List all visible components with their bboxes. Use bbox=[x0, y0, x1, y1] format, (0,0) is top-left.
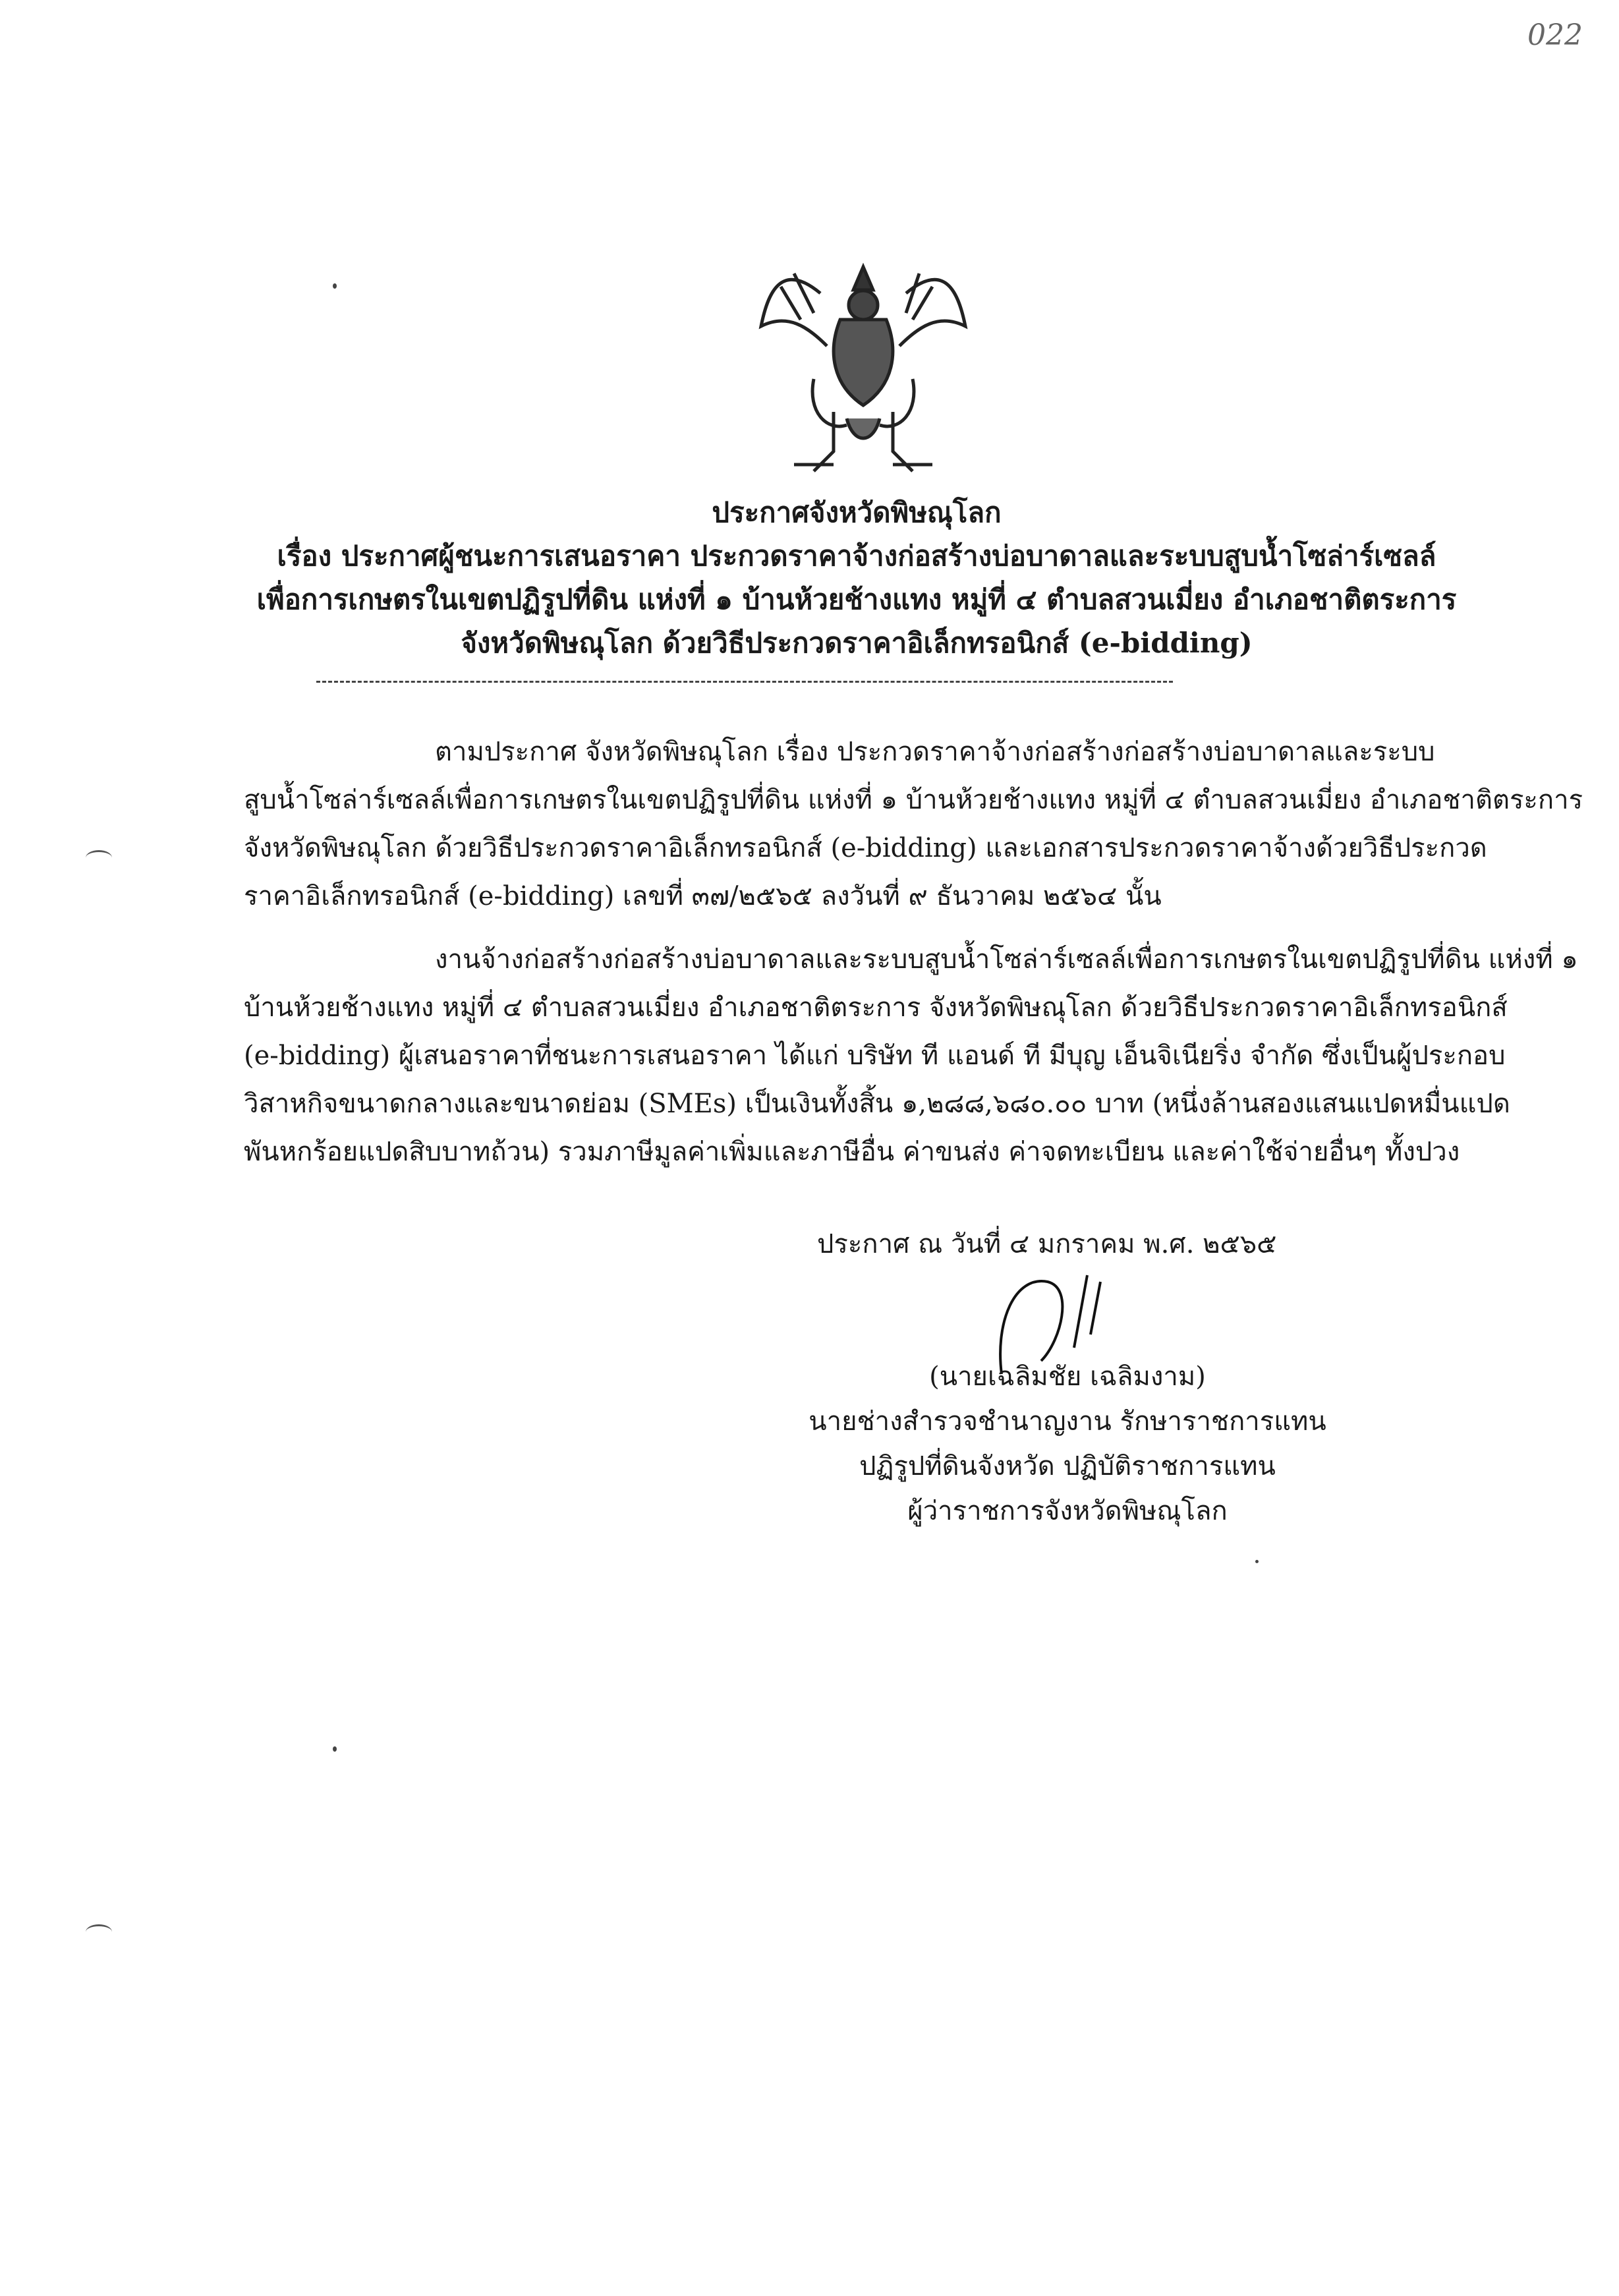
subject-line: เรื่อง ประกาศผู้ชนะการเสนอราคา ประกวดราคาจ้างก่อสร้างบ่อบาดาลและระบบสูบน้ำโซล่าร์เซลล์ bbox=[277, 540, 1436, 572]
subject-line: จังหวัดพิษณุโลก ด้วยวิธีประกวดราคาอิเล็กทรอนิกส์ (e-bidding) bbox=[461, 627, 1253, 659]
scan-speck bbox=[1255, 1560, 1259, 1563]
signatory-position: นายช่างสำรวจชำนาญงาน รักษาราชการแทน bbox=[809, 1406, 1326, 1437]
paragraph-line: งานจ้างก่อสร้างก่อสร้างบ่อบาดาลและระบบสูบน้ำโซล่าร์เซลล์เพื่อการเกษตรในเขตปฏิรูปที่ดิน แห่งที่ ๑ bbox=[435, 944, 1578, 975]
paragraph-line: ราคาอิเล็กทรอนิกส์ (e-bidding) เลขที่ ๓๗/๒๕๖๕ ลงวันที่ ๙ ธันวาคม ๒๕๖๔ นั้น bbox=[244, 881, 1162, 911]
paragraph-2 bbox=[244, 936, 1578, 1176]
paragraph-line: (e-bidding) ผู้เสนอราคาที่ชนะการเสนอราคา ได้แก่ บริษัท ที แอนด์ ที มีบุญ เอ็นจิเนียริ่ง จำกัด ซึ่งเป็นผู้ประกอบ bbox=[244, 1041, 1506, 1071]
paragraph-1 bbox=[244, 728, 1583, 921]
page-number: 022 bbox=[1527, 18, 1583, 52]
dashed-divider bbox=[316, 681, 1173, 683]
signatory-position: ปฏิรูปที่ดินจังหวัด ปฏิบัติราชการแทน bbox=[859, 1451, 1276, 1481]
document-header bbox=[198, 491, 1516, 665]
paragraph-line: จังหวัดพิษณุโลก ด้วยวิธีประกวดราคาอิเล็กทรอนิกส์ (e-bidding) และเอกสารประกวดราคาจ้างด้วยวิธีประกวด bbox=[244, 833, 1487, 863]
signatory-name: (นายเฉลิมชัย เฉลิมงาม) bbox=[929, 1362, 1206, 1392]
signature-block bbox=[778, 1354, 1357, 1534]
subject-line: เพื่อการเกษตรในเขตปฏิรูปที่ดิน แห่งที่ ๑ บ้านห้วยช้างแทง หมู่ที่ ๔ ตำบลสวนเมี่ยง อำเภอชาติตระการ bbox=[256, 583, 1457, 616]
paragraph-line: สูบน้ำโซล่าร์เซลล์เพื่อการเกษตรในเขตปฏิรูปที่ดิน แห่งที่ ๑ บ้านห้วยช้างแทง หมู่ที่ ๔ ตำบลสวนเมี่ยง อำเภอชาติตระการ bbox=[244, 785, 1583, 815]
hole-punch-mark bbox=[86, 850, 112, 865]
paragraph-line: ตามประกาศ จังหวัดพิษณุโลก เรื่อง ประกวดราคาจ้างก่อสร้างก่อสร้างบ่อบาดาลและระบบ bbox=[435, 737, 1435, 767]
hole-punch-mark bbox=[86, 1924, 112, 1939]
scan-speck bbox=[333, 1746, 337, 1752]
announcement-date: ประกาศ ณ วันที่ ๔ มกราคม พ.ศ. ๒๕๖๕ bbox=[817, 1229, 1277, 1259]
scan-speck bbox=[333, 283, 337, 289]
paragraph-line: พันหกร้อยแปดสิบบาทถ้วน) รวมภาษีมูลค่าเพิ่มและภาษีอื่น ค่าขนส่ง ค่าจดทะเบียน และค่าใช้จ่ายอื่นๆ ทั้งปวง bbox=[244, 1137, 1460, 1167]
paragraph-line: วิสาหกิจขนาดกลางและขนาดย่อม (SMEs) เป็นเงินทั้งสิ้น ๑,๒๘๘,๖๘๐.๐๐ บาท (หนึ่งล้านสองแสนแปดหมื่นแปด bbox=[244, 1089, 1510, 1119]
garuda-emblem bbox=[754, 254, 972, 488]
document-title: ประกาศจังหวัดพิษณุโลก bbox=[712, 496, 1002, 529]
signatory-position: ผู้ว่าราชการจังหวัดพิษณุโลก bbox=[907, 1496, 1228, 1526]
paragraph-line: บ้านห้วยช้างแทง หมู่ที่ ๔ ตำบลสวนเมี่ยง อำเภอชาติตระการ จังหวัดพิษณุโลก ด้วยวิธีประกวดราคาอิเล็กทรอนิกส์ bbox=[244, 992, 1508, 1023]
